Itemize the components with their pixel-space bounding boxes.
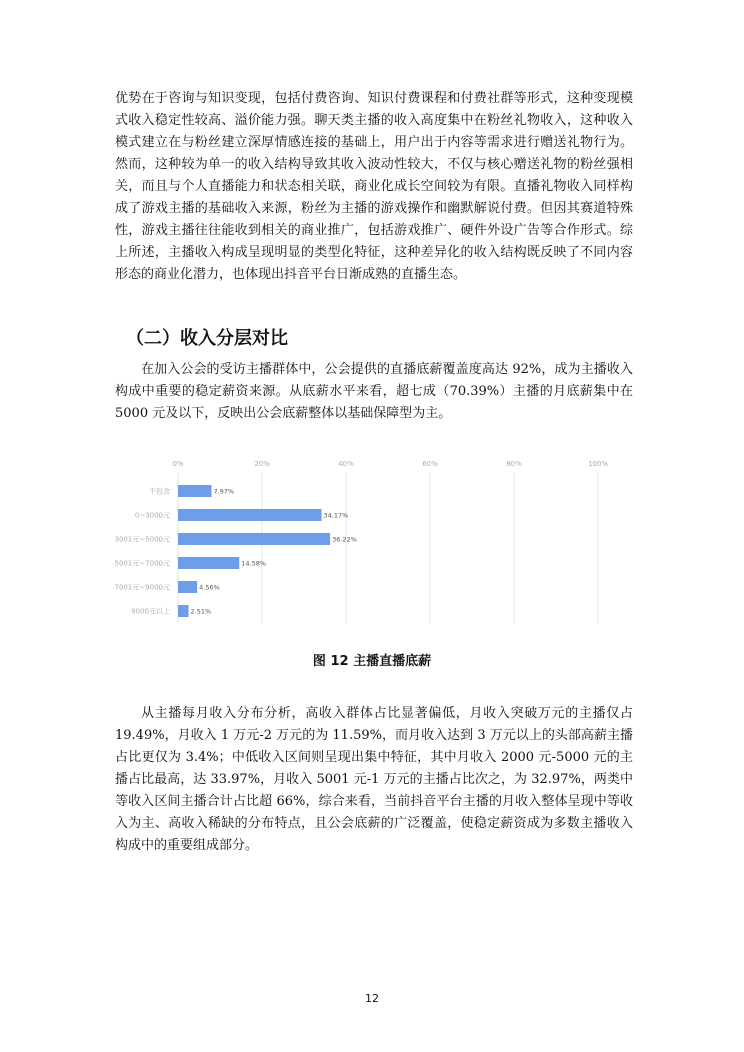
x-tick-label: 60% [422,460,438,468]
category-label: 3001元~5000元 [114,535,170,544]
bar [178,605,189,617]
x-tick-label: 0% [172,460,184,468]
bar [178,509,322,521]
bar [178,557,239,569]
value-label: 14.58% [241,559,267,568]
value-label: 4.56% [199,583,220,592]
x-tick-label: 80% [506,460,522,468]
category-label: 5001元~7000元 [114,559,170,568]
category-label: 7001元~9000元 [114,583,170,592]
page-number: 12 [365,992,379,1005]
figure-caption: 图 12 主播直播底薪 [312,654,432,669]
x-tick-label: 40% [338,460,354,468]
value-label: 7.97% [213,487,235,496]
body-paragraph-3: 从主播每月收入分布分析，高收入群体占比显著偏低，月收入突破万元的主播仅占 19.49%，月收入 1 万元-2 万元的为 11.59%，而月收入达到 3 万元以上的头部高薪主播占比更仅为 3.4%；中低收入区间则呈现出集中特征，其中月收入 2000 元-5000 元的主播占比最高，达 33.97%，月收入 5001 元-1 万元的主播占比次之，为 32.97%，两类中等收入区间主播合计占比超 66%，综合来看，当前抖音平台主播的月收入整体呈现中等收入为主、高收入稀缺的分布特点，且公会底薪的广泛覆盖，使稳定薪资成为多数主播收入构成中的重要组成部分。 [115,706,633,853]
body-paragraph-1: 优势在于咨询与知识变现，包括付费咨询、知识付费课程和付费社群等形式，这种变现模式收入稳定性较高、溢价能力强。聊天类主播的收入高度集中在粉丝礼物收入，这种收入模式建立在与粉丝建立深厚情感连接的基础上，用户出于内容等需求进行赠送礼物行为。然而，这种较为单一的收入结构导致其收入波动性较大，不仅与核心赠送礼物的粉丝强相关，而且与个人直播能力和状态相关联，商业化成长空间较为有限。直播礼物收入同样构成了游戏主播的基础收入来源，粉丝为主播的游戏操作和幽默解说付费。但因其赛道特殊性，游戏主播往往能收到相关的商业推广，包括游戏推广、硬件外设广告等合作形式。综上所述，主播收入构成呈现明显的类型化特征，这种差异化的收入结构既反映了不同内容形态的商业化潜力，也体现出抖音平台日渐成熟的直播生态。 [115,91,633,282]
value-label: 36.22% [332,535,357,544]
category-label: 不包含 [149,487,170,496]
x-tick-label: 20% [254,460,270,468]
x-tick-label: 100% [587,460,609,468]
bar [178,533,330,545]
value-label: 34.17% [323,511,349,520]
bar [178,581,197,593]
bar [178,485,211,497]
value-label: 2.51% [190,607,212,616]
category-label: 9000元以上 [131,607,170,616]
body-paragraph-2: 在加入公会的受访主播群体中，公会提供的直播底薪覆盖度高达 92%，成为主播收入构成中重要的稳定薪资来源。从底薪水平来看，超七成（70.39%）主播的月底薪集中在 5000 元及以下，反映出公会底薪整体以基础保障型为主。 [115,362,633,421]
section-heading: （二）收入分层对比 [126,328,288,349]
category-label: 0~3000元 [134,511,170,520]
base-salary-bar-chart [110,455,620,625]
